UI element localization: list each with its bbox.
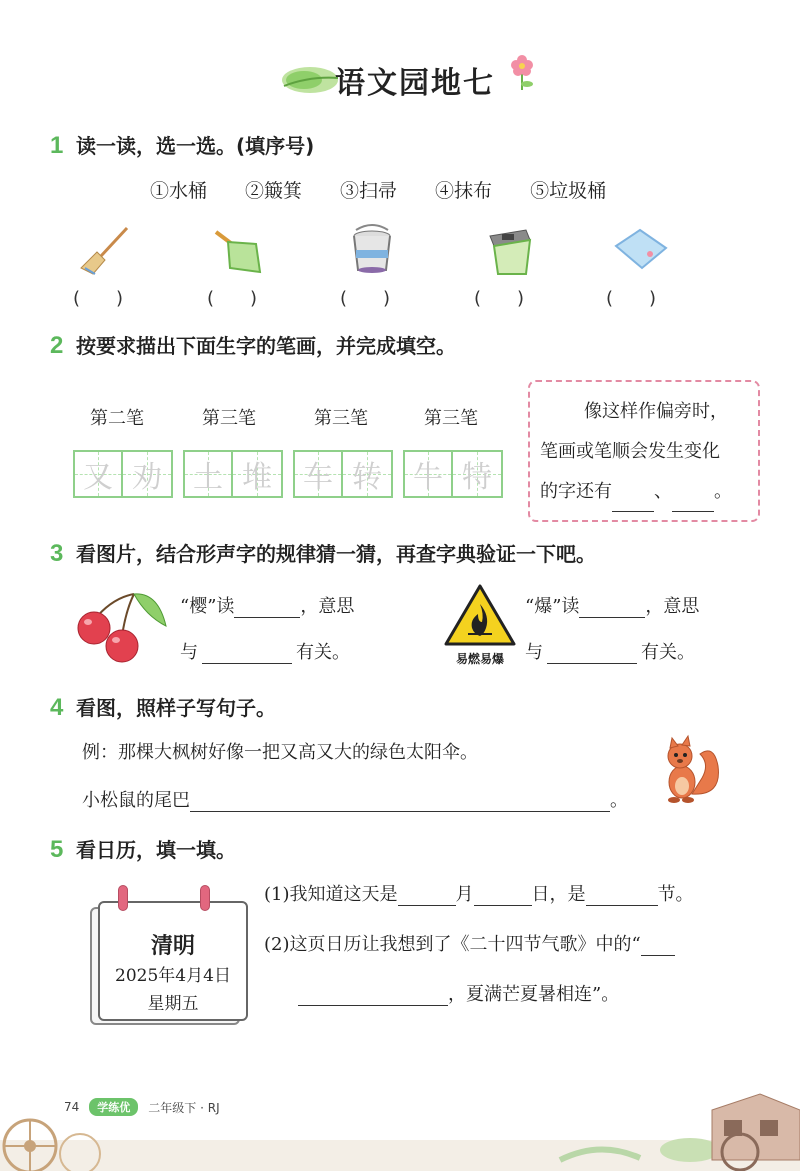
answer-paren[interactable]: ( ) xyxy=(73,288,124,309)
trash-can-icon xyxy=(478,222,538,278)
stroke-label: 第三笔 xyxy=(424,408,478,429)
bucket-icon xyxy=(342,222,402,278)
grid-pair xyxy=(73,450,173,498)
tian-grid-row xyxy=(73,450,503,498)
tian-grid-cell[interactable]: 特 xyxy=(453,450,503,498)
note-line: 的字还有 、 。 xyxy=(540,472,748,512)
choice-item: ③扫帚 xyxy=(340,180,398,202)
s3-right-line1: “爆”读 ，意思 xyxy=(525,596,700,617)
warning-sign-label: 易燃易爆 xyxy=(455,652,504,666)
s5-question-2-cont: ，夏满芒夏暑相连”。 xyxy=(298,980,619,1006)
page-number: 74 xyxy=(64,1100,80,1114)
grade-label: 二年级下 · RJ xyxy=(148,1100,220,1115)
note-line: 像这样作偏旁时， xyxy=(584,401,728,422)
page-footer xyxy=(64,1098,220,1116)
stroke-label: 第三笔 xyxy=(314,408,368,429)
grid-pair xyxy=(403,450,503,498)
tian-grid-cell[interactable]: 劝 xyxy=(123,450,173,498)
answer-paren[interactable]: ( ) xyxy=(606,288,657,309)
calendar-term: 清明 xyxy=(150,933,195,959)
dustpan-icon xyxy=(210,222,270,278)
section-2-heading: 2 按要求描出下面生字的笔画，并完成填空。 xyxy=(50,332,456,359)
footer-scenery xyxy=(0,1080,800,1171)
section-5-heading: 5 看日历，填一填。 xyxy=(50,836,236,863)
tian-grid-cell[interactable]: 堆 xyxy=(233,450,283,498)
grid-pair xyxy=(183,450,283,498)
choice-item: ①水桶 xyxy=(150,180,208,202)
grid-pair xyxy=(293,450,393,498)
s5-question-1: (1)我知道这天是 月 日，是 节。 xyxy=(264,884,694,905)
note-box xyxy=(528,380,760,522)
section-4-heading: 4 看图，照样子写句子。 xyxy=(50,694,276,721)
answer-paren[interactable]: ( ) xyxy=(207,288,258,309)
tian-grid-cell[interactable]: 牛 xyxy=(403,450,453,498)
s3-right-line2: 与 有关。 xyxy=(525,642,695,663)
tian-grid-cell[interactable]: 土 xyxy=(183,450,233,498)
tian-grid-cell[interactable]: 车 xyxy=(293,450,343,498)
answer-blank[interactable] xyxy=(234,598,300,618)
s3-left-line1: “樱”读 ，意思 xyxy=(180,596,355,617)
choice-item: ②簸箕 xyxy=(245,180,303,202)
choice-list xyxy=(150,176,606,203)
answer-blank[interactable] xyxy=(190,792,610,812)
cherry-icon xyxy=(72,586,172,666)
broom-icon xyxy=(75,222,135,278)
section-3-heading: 3 看图片，结合形声字的规律猜一猜，再查字典验证一下吧。 xyxy=(50,540,596,567)
example-sentence: 例：那棵大枫树好像一把又高又大的绿色太阳伞。 xyxy=(82,742,478,763)
stroke-label: 第三笔 xyxy=(202,408,256,429)
page-title-banner xyxy=(280,50,540,106)
calendar-ring-icon xyxy=(200,885,210,911)
calendar-weekday: 星期五 xyxy=(147,994,199,1014)
calendar-ring-icon xyxy=(118,885,128,911)
s3-left-line2: 与 有关。 xyxy=(180,642,350,663)
squirrel-icon xyxy=(656,730,722,806)
brand-badge: 学练优 xyxy=(89,1098,138,1116)
note-line: 笔画或笔顺会发生变化 xyxy=(540,441,720,462)
answer-blank[interactable] xyxy=(641,936,675,956)
flower-icon xyxy=(508,52,536,92)
calendar-page xyxy=(88,885,250,1025)
calendar-date: 2025年4月4日 xyxy=(115,966,231,986)
answer-blank[interactable] xyxy=(547,644,637,664)
tian-grid-cell[interactable]: 又 xyxy=(73,450,123,498)
choice-item: ⑤垃圾桶 xyxy=(530,180,607,202)
answer-paren[interactable]: ( ) xyxy=(474,288,525,309)
answer-blank[interactable] xyxy=(298,986,448,1006)
answer-blank[interactable] xyxy=(672,492,714,512)
tian-grid-cell[interactable]: 转 xyxy=(343,450,393,498)
answer-blank[interactable] xyxy=(612,492,654,512)
answer-blank[interactable] xyxy=(474,886,532,906)
answer-paren[interactable]: ( ) xyxy=(340,288,391,309)
s5-question-2: (2)这页日历让我想到了《二十四节气歌》中的“ xyxy=(264,930,675,956)
section-1-heading: 1 读一读，选一选。(填序号) xyxy=(50,132,315,159)
answer-blank[interactable] xyxy=(586,886,658,906)
answer-blank[interactable] xyxy=(398,886,456,906)
answer-blank[interactable] xyxy=(202,644,292,664)
object-pictures xyxy=(70,222,690,282)
page-title: 语文园地七 xyxy=(335,66,495,101)
answer-blank[interactable] xyxy=(579,598,645,618)
choice-item: ④抹布 xyxy=(435,180,493,202)
stroke-label: 第二笔 xyxy=(90,408,144,429)
s4-answer-line: 小松鼠的尾巴 。 xyxy=(82,790,628,811)
cloth-icon xyxy=(610,222,670,278)
